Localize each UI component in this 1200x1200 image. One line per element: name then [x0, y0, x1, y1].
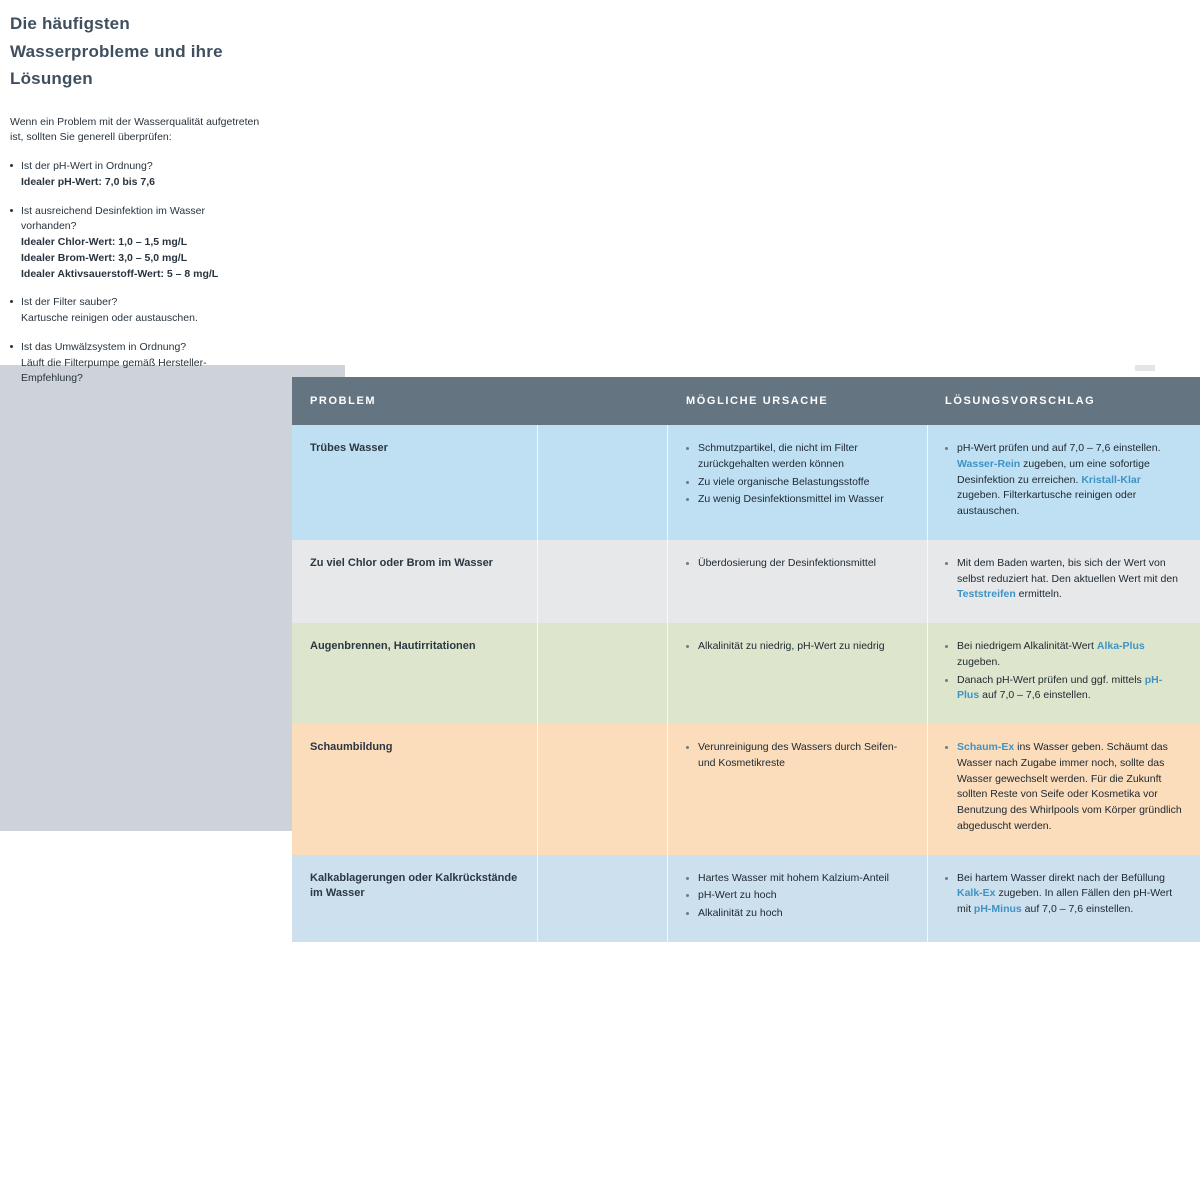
cell-solution	[927, 425, 1200, 540]
bullet-dot-icon	[10, 209, 13, 212]
column-header-solution: LÖSUNGSVORSCHLAG	[927, 377, 1200, 425]
bullet-dot-icon	[686, 746, 689, 749]
list-item	[945, 639, 1182, 671]
list-item	[686, 888, 909, 904]
sidebar-check-item	[10, 340, 260, 387]
cell-cause	[668, 623, 927, 724]
cell-problem: Schaumbildung	[292, 724, 537, 855]
cause-text: pH-Wert zu hoch	[698, 889, 777, 902]
bullet-dot-icon	[10, 345, 13, 348]
table-row	[292, 540, 1200, 623]
cell-solution	[927, 540, 1200, 623]
cause-text: Zu wenig Desinfektionsmittel im Wasser	[698, 493, 884, 506]
bullet-dot-icon	[10, 164, 13, 167]
cause-text: Zu viele organische Belastungsstoffe	[698, 475, 870, 488]
bullet-dot-icon	[686, 877, 689, 880]
column-header-problem: PROBLEM	[292, 377, 537, 425]
sidebar-check-detail: Läuft die Filterpumpe gemäß Hersteller-Empfehlung?	[21, 356, 207, 385]
cell-image	[537, 855, 668, 942]
bullet-dot-icon	[945, 447, 948, 450]
table-row	[292, 425, 1200, 540]
cell-cause	[668, 540, 927, 623]
bullet-dot-icon	[686, 645, 689, 648]
column-header-image	[537, 377, 668, 425]
list-item	[945, 740, 1182, 835]
sidebar-intro: Wenn ein Problem mit der Wasserqualität aufgetreten ist, sollten Sie generell überprüfen:	[10, 115, 260, 144]
cell-problem: Zu viel Chlor oder Brom im Wasser	[292, 540, 537, 623]
cell-cause	[668, 425, 927, 540]
sidebar-check-item	[10, 159, 260, 191]
list-item	[945, 441, 1182, 520]
bullet-dot-icon	[945, 645, 948, 648]
cell-problem: Kalkablagerungen oder Kalkrückstände im Wasser	[292, 855, 537, 942]
solution-list	[945, 556, 1182, 603]
sidebar-check-question: Ist der pH-Wert in Ordnung?	[21, 160, 153, 173]
list-item	[945, 556, 1182, 603]
sidebar-check-question: Ist der Filter sauber?	[21, 296, 118, 309]
water-problems-table	[292, 377, 1200, 942]
cause-list	[686, 639, 909, 655]
solution-text: Schaum-Ex ins Wasser geben. Schäumt das Wasser nach Zugabe immer noch, sollte das Wasser gewechselt werden. Für die Zukunft sollten Reste von Seife oder Kosmetika vor Benutzung des Whirlpools vom Körper gründlich abgeduscht werden.	[957, 741, 1182, 832]
solution-list	[945, 871, 1182, 918]
sidebar-check-detail: Idealer Chlor-Wert: 1,0 – 1,5 mg/L	[21, 236, 188, 249]
product-name: Kalk-Ex	[957, 887, 996, 900]
list-item	[945, 871, 1182, 918]
bullet-dot-icon	[686, 447, 689, 450]
cell-image	[537, 623, 668, 724]
sidebar-check-detail: Idealer Brom-Wert: 3,0 – 5,0 mg/L	[21, 251, 188, 264]
cause-text: Verunreinigung des Wassers durch Seifen- und Kosmetikreste	[698, 741, 898, 769]
bullet-dot-icon	[686, 912, 689, 915]
list-item	[686, 475, 909, 491]
product-name: pH-Plus	[957, 673, 1163, 702]
sidebar-check-detail: Idealer pH-Wert: 7,0 bis 7,6	[21, 175, 156, 188]
bullet-dot-icon	[945, 877, 948, 880]
table-row	[292, 855, 1200, 942]
sidebar-body	[10, 115, 260, 388]
product-name: Teststreifen	[957, 588, 1016, 601]
solution-list	[945, 639, 1182, 704]
cell-cause	[668, 724, 927, 855]
cell-problem: Augenbrennen, Hautirritationen	[292, 623, 537, 724]
list-item	[686, 740, 909, 772]
list-item	[686, 556, 909, 572]
product-name: Alka-Plus	[1096, 640, 1145, 652]
list-item	[686, 441, 909, 473]
solution-list	[945, 740, 1182, 835]
solution-text: Mit dem Baden warten, bis sich der Wert von selbst reduziert hat. Den aktuellen Wert mit den Teststreifen ermitteln.	[957, 556, 1178, 601]
table-row	[292, 724, 1200, 855]
solution-list	[945, 441, 1182, 520]
bullet-dot-icon	[945, 679, 948, 682]
solution-text: Bei hartem Wasser direkt nach der Befüllung Kalk-Ex zugeben. In allen Fällen den pH-Wert mit pH-Minus auf 7,0 – 7,6 einstellen.	[957, 871, 1173, 915]
bullet-dot-icon	[686, 498, 689, 501]
cause-list	[686, 441, 909, 508]
product-name: Kristall-Klar	[1081, 473, 1141, 486]
cell-image	[537, 425, 668, 540]
cause-text: Hartes Wasser mit hohem Kalzium-Anteil	[698, 871, 889, 884]
list-item	[686, 639, 909, 655]
cause-text: Alkalinität zu niedrig, pH-Wert zu niedrig	[698, 640, 885, 652]
cell-cause	[668, 855, 927, 942]
list-item	[945, 673, 1182, 705]
solution-text: Bei niedrigem Alkalinität-Wert Alka-Plus zugeben.	[957, 640, 1145, 668]
cause-text: Überdosierung der Desinfektionsmittel	[698, 556, 877, 569]
bullet-dot-icon	[945, 562, 948, 565]
cell-image	[537, 724, 668, 855]
corner-mark-top-right	[1135, 365, 1155, 371]
cell-solution	[927, 855, 1200, 942]
bullet-dot-icon	[686, 481, 689, 484]
product-name: Wasser-Rein	[957, 457, 1021, 470]
product-name: Schaum-Ex	[957, 741, 1015, 753]
cell-image	[537, 540, 668, 623]
cause-text: Schmutzpartikel, die nicht im Filter zurückgehalten werden können	[698, 442, 858, 470]
sidebar-content	[10, 10, 260, 400]
cause-text: Alkalinität zu hoch	[698, 907, 783, 919]
solution-text: pH-Wert prüfen und auf 7,0 – 7,6 einstellen. Wasser-Rein zugeben, um eine sofortige Desinfektion zu erreichen. Kristall-Klar zugeben. Filterkartusche reinigen oder austauschen.	[957, 442, 1161, 517]
sidebar-check-detail: Kartusche reinigen oder austauschen.	[21, 312, 198, 325]
cause-list	[686, 871, 909, 922]
sidebar-title: Die häufigsten Wasserprobleme und ihre Lösungen	[10, 14, 223, 89]
column-header-cause: MÖGLICHE URSACHE	[668, 377, 927, 425]
list-item	[686, 492, 909, 508]
sidebar-check-question: Ist das Umwälzsystem in Ordnung?	[21, 340, 187, 353]
list-item	[686, 906, 909, 922]
bullet-dot-icon	[686, 894, 689, 897]
sidebar-check-item	[10, 204, 260, 283]
cell-solution	[927, 623, 1200, 724]
solution-text: Danach pH-Wert prüfen und ggf. mittels pH-Plus auf 7,0 – 7,6 einstellen.	[957, 673, 1163, 702]
list-item	[686, 871, 909, 887]
sidebar-check-item	[10, 295, 260, 327]
cause-list	[686, 740, 909, 772]
cell-problem: Trübes Wasser	[292, 425, 537, 540]
product-name: pH-Minus	[973, 903, 1022, 915]
table-row	[292, 623, 1200, 724]
table-header-row	[292, 377, 1200, 425]
bullet-dot-icon	[945, 746, 948, 749]
bullet-dot-icon	[686, 562, 689, 565]
cell-solution	[927, 724, 1200, 855]
sidebar-check-question: Ist ausreichend Desinfektion im Wasser vorhanden?	[21, 204, 206, 233]
cause-list	[686, 556, 909, 572]
bullet-dot-icon	[10, 300, 13, 303]
sidebar-check-detail: Idealer Aktivsauerstoff-Wert: 5 – 8 mg/L	[21, 267, 219, 280]
